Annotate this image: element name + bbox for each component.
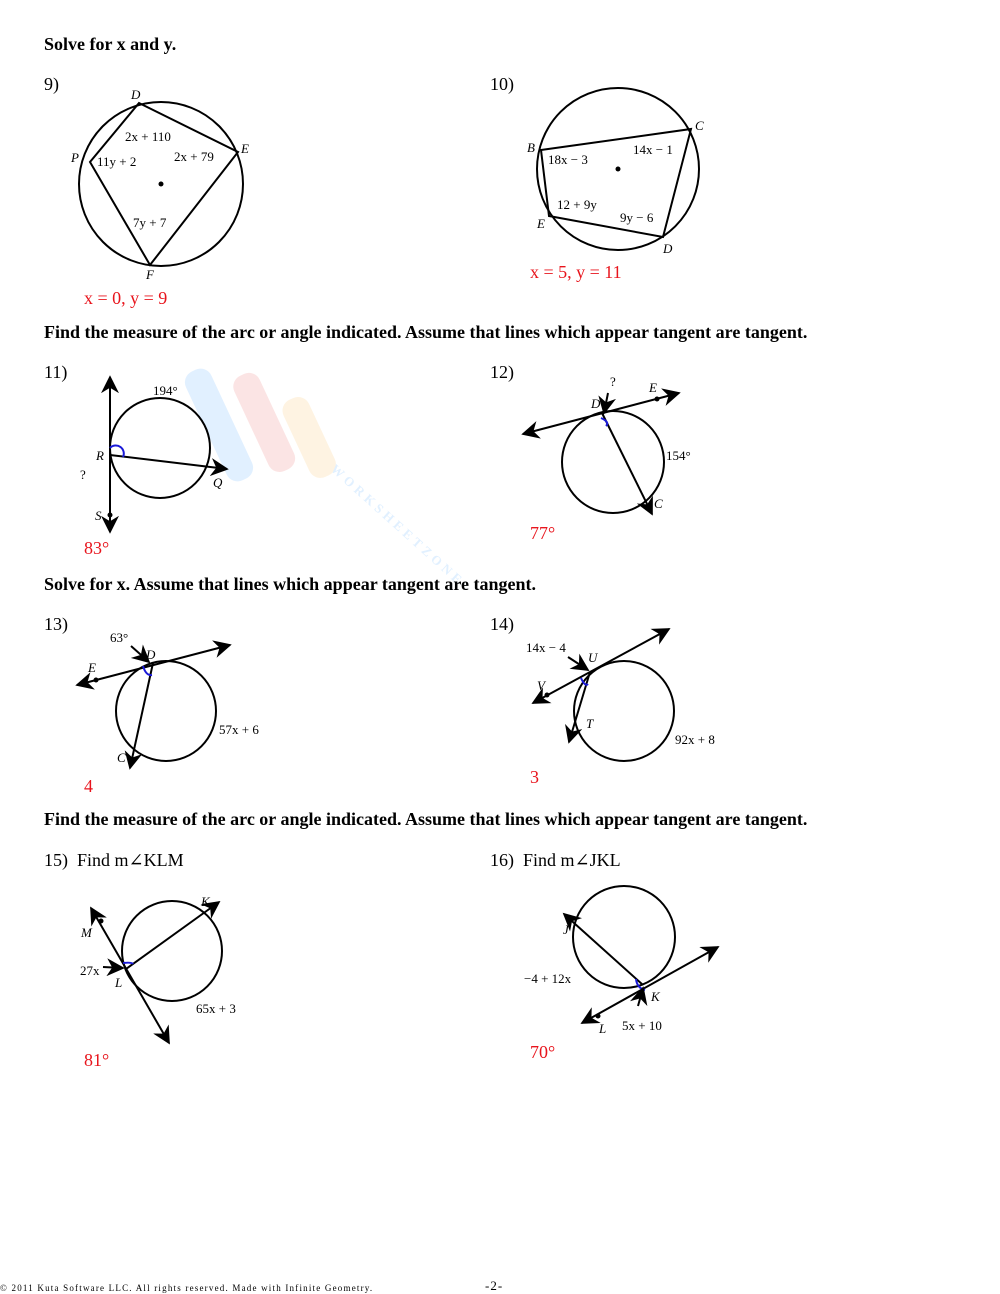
point-L-16 <box>596 1014 601 1019</box>
figure-15 <box>91 901 222 1043</box>
figure-9 <box>79 102 243 266</box>
angle-mark-12 <box>601 418 607 426</box>
labels-11 <box>80 383 223 523</box>
label-9-P: P <box>71 150 79 165</box>
arc-label-15: 65x + 3 <box>196 1001 236 1016</box>
angle-mark-15 <box>123 963 133 964</box>
quadrilateral-9 <box>90 103 238 265</box>
answer-13: 4 <box>84 776 93 796</box>
problem-number-10: 10) <box>490 74 514 94</box>
pointer-arrow-15 <box>103 967 123 968</box>
chord-KJ-16 <box>564 914 643 985</box>
chord-DC-12 <box>602 413 652 514</box>
answer-12: 77° <box>530 523 556 543</box>
answer-10: x = 5, y = 11 <box>530 262 622 282</box>
point-S-11 <box>108 513 113 518</box>
tangent-line-16 <box>582 947 718 1023</box>
label-12-E: E <box>649 380 657 395</box>
label-9-D: D <box>131 87 141 102</box>
heading-find-arc-2: Find the measure of the arc or angle indicated. Assume that lines which appear tangent are tangent. <box>44 809 808 829</box>
problem-16-prompt: Find m∠JKL <box>523 850 621 870</box>
label-11-question: ? <box>80 467 86 482</box>
label-16-L: L <box>599 1021 607 1036</box>
label-12-question: ? <box>610 374 616 389</box>
angle-label-16: −4 + 12x <box>524 971 572 986</box>
expr-9-c: 11y + 2 <box>97 154 137 169</box>
arc-label-13: 57x + 6 <box>219 722 259 737</box>
label-12-C: C <box>654 496 663 511</box>
answer-14: 3 <box>530 767 539 787</box>
label-14-U: U <box>588 650 598 665</box>
label-14-T: T <box>586 716 594 731</box>
expr-9-d: 7y + 7 <box>133 215 167 230</box>
heading-solve-xy: Solve for x and y. <box>44 34 177 54</box>
center-dot-9 <box>159 182 164 187</box>
heading-find-arc-1: Find the measure of the arc or angle indicated. Assume that lines which appear tangent are tangent. <box>44 322 808 342</box>
problem-15-prompt: Find m∠KLM <box>77 850 184 870</box>
footer-copyright: © 2011 Kuta Software LLC. All rights reserved. Made with Infinite Geometry. <box>0 1283 374 1293</box>
answer-9: x = 0, y = 9 <box>84 288 168 308</box>
expr-10-a: 18x − 3 <box>548 152 588 167</box>
label-15-L: L <box>115 975 123 990</box>
arc-label-14: 92x + 8 <box>675 732 715 747</box>
figure-10 <box>537 88 699 250</box>
center-dot-10 <box>616 167 621 172</box>
label-15-M: M <box>81 925 92 940</box>
label-10-C: C <box>695 118 704 133</box>
problem-number-12: 12) <box>490 362 514 382</box>
arc-label-12: 154° <box>666 448 691 463</box>
figure-13 <box>77 645 230 768</box>
circle-11 <box>110 398 210 498</box>
expr-9-a: 2x + 110 <box>125 129 171 144</box>
problem-number-15-label: 15) <box>44 850 68 870</box>
answer-15: 81° <box>84 1050 110 1070</box>
angle-label-14: 14x − 4 <box>526 640 566 655</box>
point-V-14 <box>545 693 550 698</box>
label-16-K: K <box>651 989 660 1004</box>
label-11-S: S <box>95 508 102 523</box>
expr-10-d: 9y − 6 <box>620 210 654 225</box>
chord-DC-13 <box>130 663 153 768</box>
label-16-J: J <box>563 922 569 937</box>
label-14-V: V <box>537 678 545 693</box>
problem-number-9: 9) <box>44 74 59 94</box>
label-10-E: E <box>537 216 545 231</box>
label-10-D: D <box>663 241 673 256</box>
expr-10-c: 12 + 9y <box>557 197 597 212</box>
labels-13 <box>87 630 259 765</box>
label-13-D: D <box>146 647 156 662</box>
label-9-F: F <box>146 267 154 282</box>
label-12-D: D <box>591 396 601 411</box>
label-10-B: B <box>527 140 535 155</box>
arc-label-11: 194° <box>153 383 178 398</box>
heading-solve-x: Solve for x. Assume that lines which appear tangent are tangent. <box>44 574 537 594</box>
circle-12 <box>562 411 664 513</box>
pointer-arrow-12 <box>604 393 608 413</box>
answer-11: 83° <box>84 538 110 558</box>
problem-number-11: 11) <box>44 362 68 382</box>
labels-15 <box>80 894 236 1016</box>
arc-label-16: 5x + 10 <box>622 1018 662 1033</box>
figure-11 <box>108 377 228 532</box>
pointer-arrow-14 <box>568 657 588 670</box>
label-11-Q: Q <box>213 475 223 490</box>
answer-16: 70° <box>530 1042 556 1062</box>
problem-number-13: 13) <box>44 614 68 634</box>
label-11-R: R <box>96 448 104 463</box>
label-13-E: E <box>88 660 96 675</box>
expr-9-b: 2x + 79 <box>174 149 214 164</box>
point-M-15 <box>99 919 104 924</box>
tangent-line-15 <box>91 908 169 1043</box>
circle-13 <box>116 661 216 761</box>
point-E-13 <box>94 678 99 683</box>
page-number: -2- <box>485 1278 504 1293</box>
angle-label-13: 63° <box>110 630 129 645</box>
watermark-text: WORKSHEETZONE <box>327 461 468 590</box>
expr-10-b: 14x − 1 <box>633 142 673 157</box>
label-15-K: K <box>201 894 210 909</box>
point-E-12 <box>655 397 660 402</box>
figure-16 <box>564 886 718 1023</box>
label-9-E: E <box>241 141 249 156</box>
angle-label-15: 27x <box>80 963 100 978</box>
problem-number-14: 14) <box>490 614 514 634</box>
problem-number-16-label: 16) <box>490 850 514 870</box>
label-13-C: C <box>117 750 126 765</box>
